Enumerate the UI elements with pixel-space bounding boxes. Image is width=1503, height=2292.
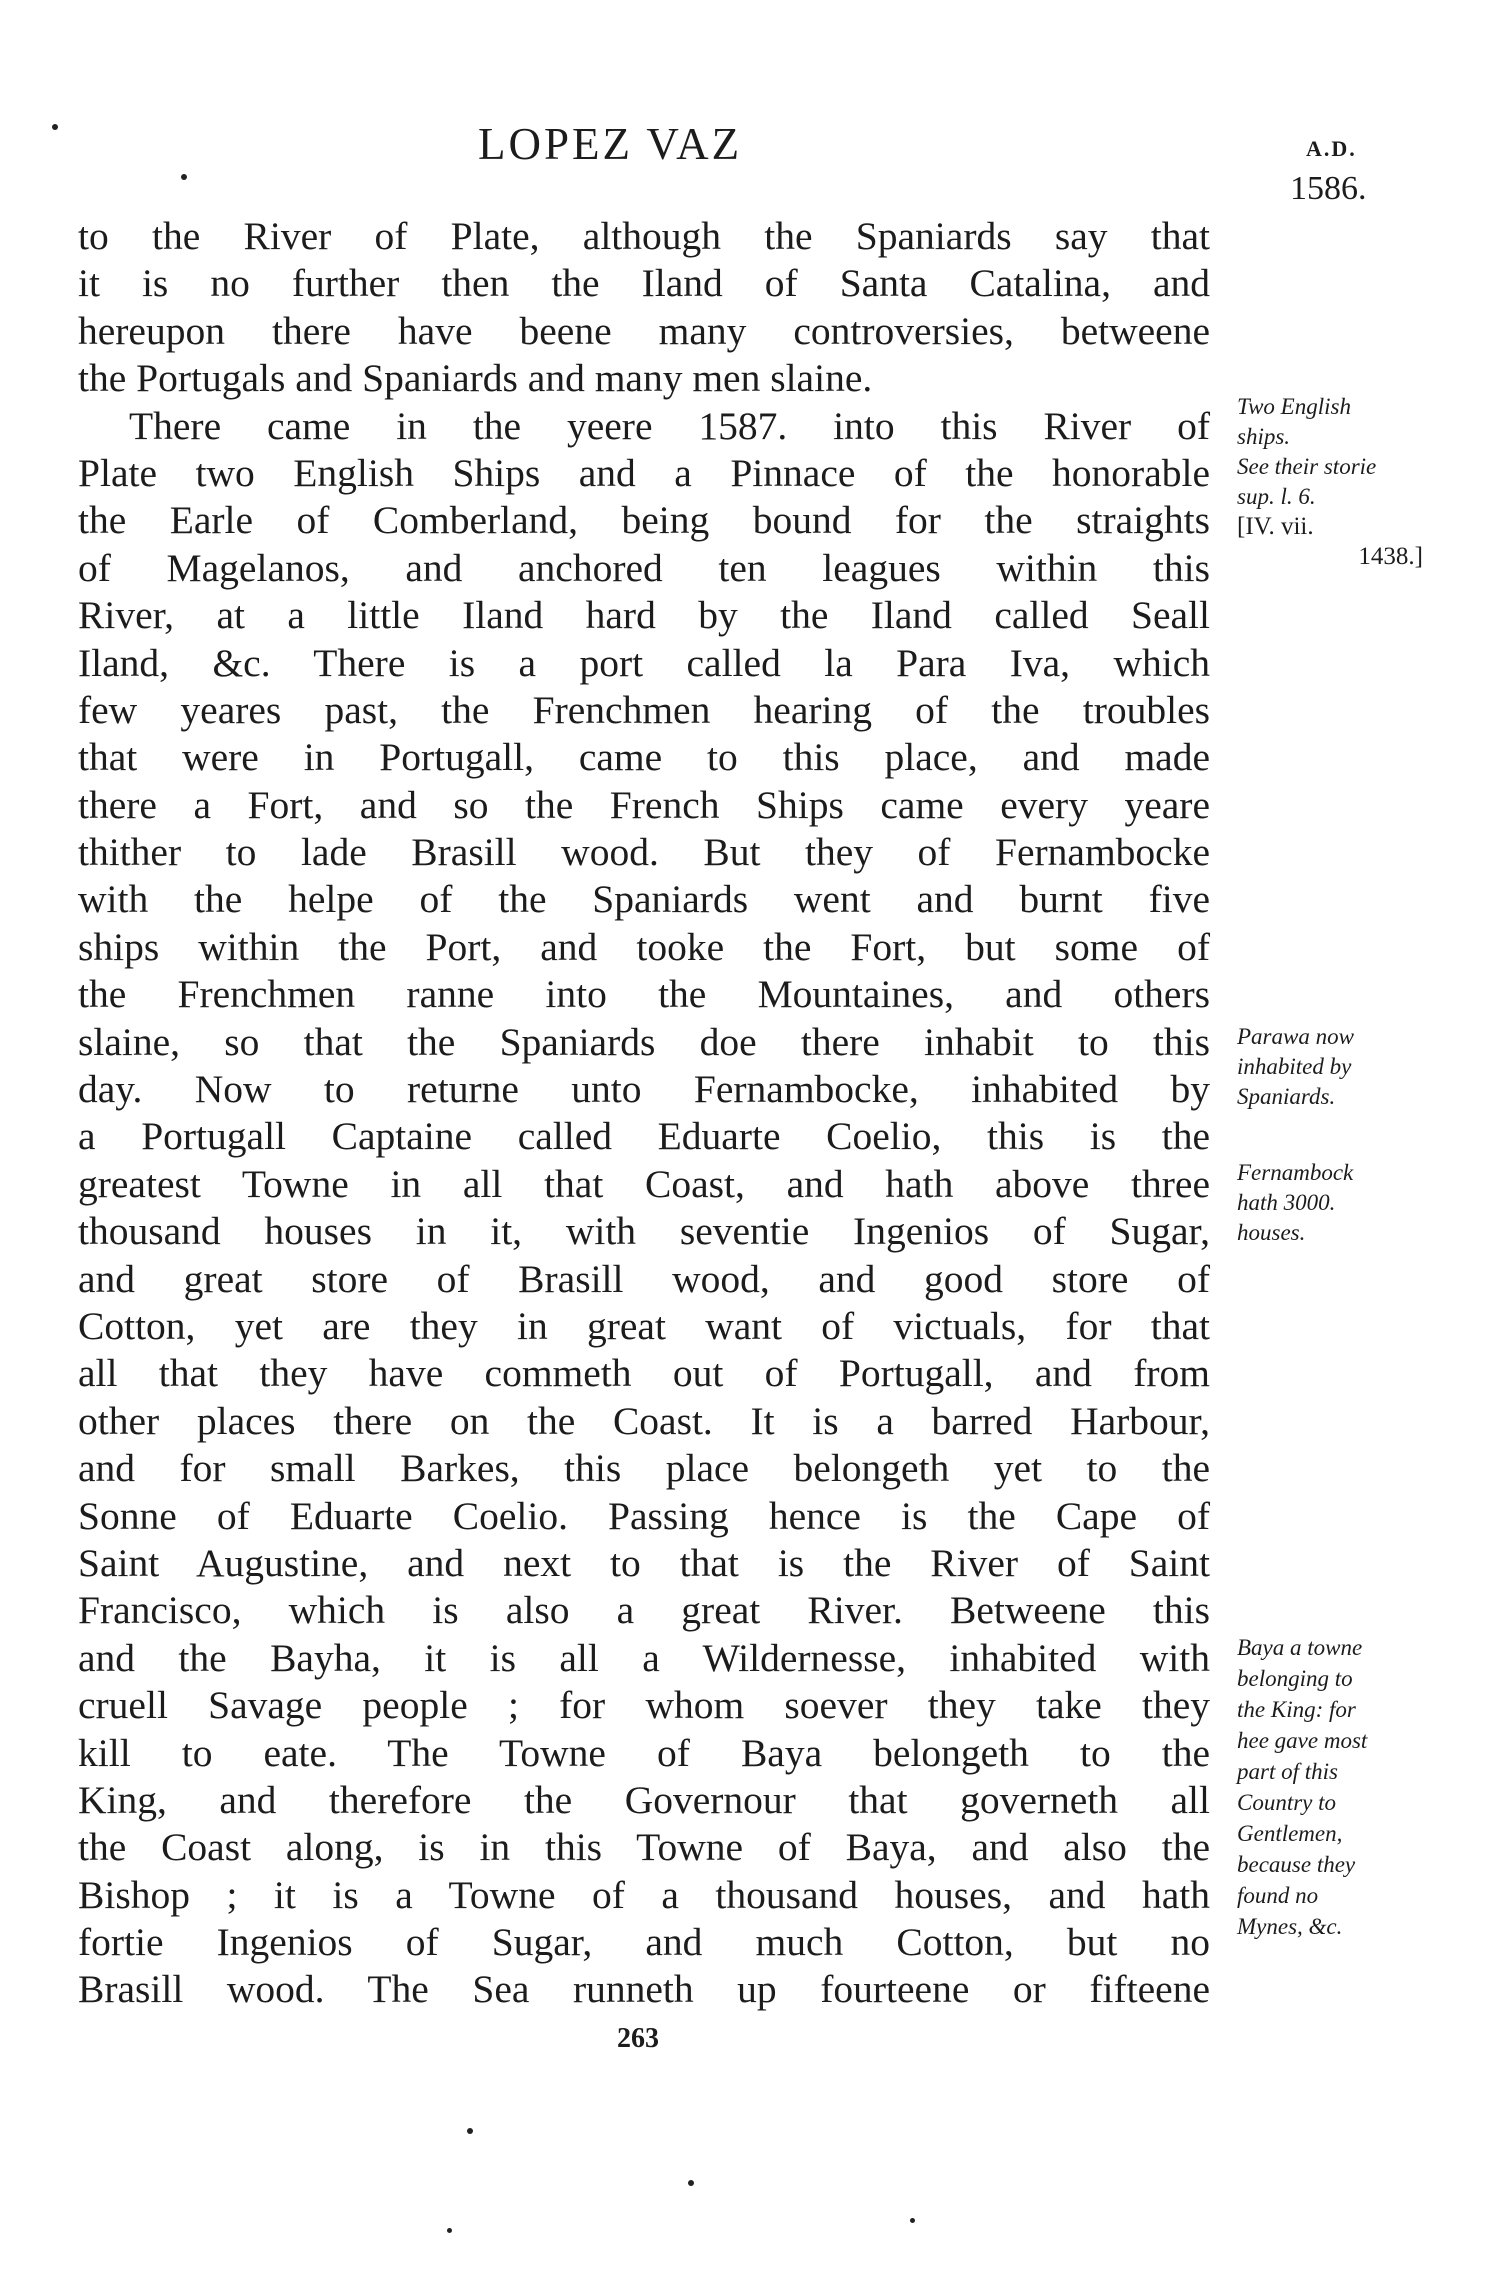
- year-label: 1586.: [1290, 170, 1367, 207]
- text-line: there a Fort, and so the French Ships came every yeare: [78, 782, 1210, 827]
- text-line: other places there on the Coast. It is a barred Harbour,: [78, 1398, 1210, 1443]
- text-line: fortie Ingenios of Sugar, and much Cotton, but no: [78, 1920, 1210, 1965]
- margin-note-line: hee gave most: [1237, 1728, 1368, 1753]
- margin-note-baya: [1237, 1632, 1437, 1942]
- margin-note-line: sup. l. 6.: [1237, 484, 1316, 509]
- margin-note-volume-reference: [1237, 512, 1437, 572]
- text-line: it is no further then the Iland of Santa Catalina, and: [78, 261, 1210, 306]
- text-line: River, at a little Iland hard by the Iland called Seall: [78, 593, 1210, 638]
- text-line: and the Bayha, it is all a Wildernesse, inhabited with: [78, 1635, 1210, 1680]
- text-line: Brasill wood. The Sea runneth up fourteene or fifteene: [78, 1967, 1210, 2012]
- page-title: LOPEZ VAZ: [478, 119, 743, 169]
- text-line: to the River of Plate, although the Spaniards say that: [78, 214, 1210, 258]
- margin-note-line: inhabited by: [1237, 1054, 1352, 1079]
- margin-note-line: ships.: [1237, 424, 1291, 449]
- text-line: Sonne of Eduarte Coelio. Passing hence is the Cape of: [78, 1493, 1210, 1538]
- margin-note-two-english-ships: [1237, 392, 1437, 512]
- text-line: Plate two English Ships and a Pinnace of the honorable: [78, 450, 1210, 495]
- text-line: and for small Barkes, this place belongeth yet to the: [78, 1446, 1210, 1491]
- margin-note-line: found no: [1237, 1883, 1319, 1908]
- margin-note-line: Gentlemen,: [1237, 1821, 1343, 1846]
- text-line: Bishop ; it is a Towne of a thousand houses, and hath: [78, 1872, 1210, 1917]
- text-line: the Earle of Comberland, being bound for the straights: [78, 498, 1210, 543]
- margin-note-fernambock: [1237, 1158, 1437, 1248]
- text-line: the Portugals and Spaniards and many men slaine.: [78, 356, 873, 401]
- print-speck: [910, 2218, 915, 2223]
- print-speck: [447, 2228, 452, 2233]
- print-speck: [467, 2128, 473, 2134]
- text-line: a Portugall Captaine called Eduarte Coelio, this is the: [78, 1114, 1210, 1159]
- text-line: of Magelanos, and anchored ten leagues within this: [78, 545, 1210, 590]
- print-speck: [52, 124, 58, 130]
- margin-note-line: Parawa now: [1237, 1024, 1354, 1049]
- margin-note-parawa: [1237, 1022, 1437, 1112]
- margin-note-line: [IV. vii.: [1237, 513, 1314, 540]
- margin-note-line: 1438.]: [1358, 543, 1423, 570]
- margin-note-line: Baya a towne: [1237, 1635, 1363, 1660]
- text-line: the Frenchmen ranne into the Mountaines, and others: [78, 972, 1210, 1017]
- margin-note-line: houses.: [1237, 1220, 1306, 1245]
- text-line: Francisco, which is also a great River. Betweene this: [78, 1588, 1210, 1633]
- margin-note-line: Mynes, &c.: [1237, 1914, 1343, 1939]
- text-line: few yeares past, the Frenchmen hearing of the troubles: [78, 687, 1210, 732]
- text-line: greatest Towne in all that Coast, and hath above three: [78, 1161, 1210, 1206]
- text-line: There came in the yeere 1587. into this River of: [129, 403, 1210, 448]
- print-speck: [181, 174, 187, 180]
- margin-note-line: Spaniards.: [1237, 1084, 1336, 1109]
- text-line: kill to eate. The Towne of Baya belongeth to the: [78, 1730, 1210, 1775]
- text-line: thousand houses in it, with seventie Ingenios of Sugar,: [78, 1209, 1210, 1254]
- text-line: thither to lade Brasill wood. But they of Fernambocke: [78, 830, 1210, 875]
- anno-domini-label: A.D.: [1306, 136, 1357, 161]
- text-line: slaine, so that the Spaniards doe there inhabit to this: [78, 1019, 1210, 1064]
- text-line: Cotton, yet are they in great want of victuals, for that: [78, 1303, 1210, 1348]
- text-line: that were in Portugall, came to this place, and made: [78, 735, 1210, 780]
- text-line: the Coast along, is in this Towne of Baya, and also the: [78, 1825, 1210, 1870]
- text-line: Iland, &c. There is a port called la Para Iva, which: [78, 640, 1210, 685]
- body-text: [78, 213, 1210, 2014]
- margin-note-line: Country to: [1237, 1790, 1337, 1815]
- text-line: King, and therefore the Governour that governeth all: [78, 1777, 1210, 1822]
- margin-note-line: hath 3000.: [1237, 1190, 1336, 1215]
- margin-note-line: Fernambock: [1237, 1160, 1354, 1185]
- text-line: ships within the Port, and tooke the Fort, but some of: [78, 924, 1210, 969]
- text-line: and great store of Brasill wood, and good store of: [78, 1256, 1210, 1301]
- text-line: Saint Augustine, and next to that is the River of Saint: [78, 1540, 1210, 1585]
- print-speck: [688, 2180, 694, 2186]
- margin-note-line: because they: [1237, 1852, 1356, 1877]
- margin-note-line: Two English: [1237, 394, 1351, 419]
- margin-note-line: See their storie: [1237, 454, 1377, 479]
- text-line: all that they have commeth out of Portugall, and from: [78, 1351, 1210, 1396]
- margin-note-line: the King: for: [1237, 1697, 1356, 1722]
- text-line: cruell Savage people ; for whom soever they take they: [78, 1683, 1210, 1728]
- margin-note-line: belonging to: [1237, 1666, 1353, 1691]
- margin-note-line: part of this: [1237, 1759, 1338, 1784]
- text-line: hereupon there have beene many controversies, betweene: [78, 308, 1210, 353]
- text-line: with the helpe of the Spaniards went and burnt five: [78, 877, 1210, 922]
- page-number: 263: [617, 2023, 659, 2054]
- text-line: day. Now to returne unto Fernambocke, inhabited by: [78, 1067, 1210, 1112]
